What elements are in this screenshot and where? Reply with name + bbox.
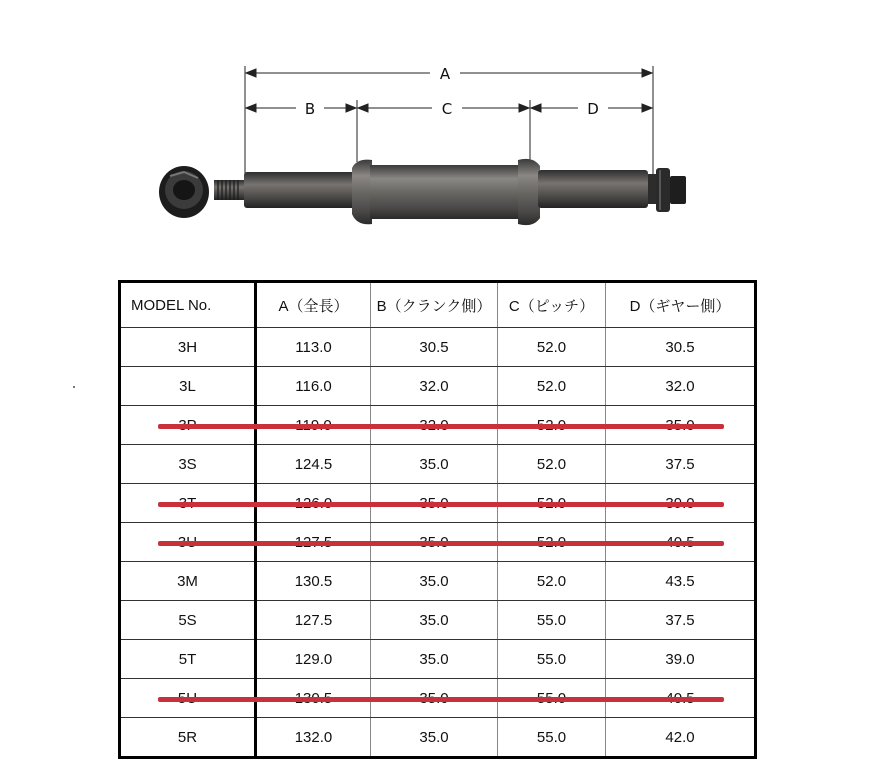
dimension-b-arrow [246, 104, 356, 112]
left-nut [159, 166, 209, 218]
header-model: MODEL No. [120, 282, 256, 328]
cell-model: 5T [120, 640, 256, 679]
table-row [120, 562, 756, 601]
cell-b: 35.0 [371, 562, 498, 601]
header-b-crank-side: B（クランク側） [371, 282, 498, 328]
cell-b: 35.0 [371, 718, 498, 758]
dimension-b-label: B [304, 100, 316, 118]
header-c-pitch: C（ピッチ） [498, 282, 606, 328]
cell-a: 129.0 [256, 640, 371, 679]
table-row [120, 328, 756, 367]
right-nut [656, 168, 686, 212]
cell-d: 37.5 [606, 601, 756, 640]
table-row [120, 367, 756, 406]
cell-model: 3S [120, 445, 256, 484]
table-row [120, 601, 756, 640]
cell-d: 30.5 [606, 328, 756, 367]
header-a-total-length: A（全長） [256, 282, 371, 328]
table-row [120, 445, 756, 484]
dimension-a-label: A [439, 65, 451, 83]
axle-spindle [244, 159, 658, 225]
cell-a: 132.0 [256, 718, 371, 758]
spec-table [118, 280, 757, 759]
table-row [120, 640, 756, 679]
table-header-row [120, 282, 756, 328]
cell-a: 116.0 [256, 367, 371, 406]
cell-model: 3L [120, 367, 256, 406]
dimension-extension-lines [245, 66, 653, 180]
cell-c: 52.0 [498, 328, 606, 367]
dimension-c-label: C [441, 100, 453, 118]
cell-c: 55.0 [498, 601, 606, 640]
stray-mark [73, 386, 75, 388]
strike-line [158, 502, 724, 507]
cell-c: 55.0 [498, 718, 606, 758]
cell-b: 35.0 [371, 445, 498, 484]
cell-c: 52.0 [498, 367, 606, 406]
left-thread [214, 180, 244, 200]
cell-c: 52.0 [498, 445, 606, 484]
cell-model: 3H [120, 328, 256, 367]
cell-a: 113.0 [256, 328, 371, 367]
cell-d: 39.0 [606, 640, 756, 679]
cell-a: 127.5 [256, 601, 371, 640]
cell-model: 5R [120, 718, 256, 758]
strike-line [158, 541, 724, 546]
cell-model: 5S [120, 601, 256, 640]
cell-a: 124.5 [256, 445, 371, 484]
cell-d: 37.5 [606, 445, 756, 484]
table-row [120, 718, 756, 758]
cell-model: 3M [120, 562, 256, 601]
cell-b: 30.5 [371, 328, 498, 367]
bottom-bracket-axle-diagram [0, 0, 893, 270]
dimension-d-label: D [587, 100, 599, 118]
cell-b: 32.0 [371, 367, 498, 406]
strike-line [158, 424, 724, 429]
cell-a: 130.5 [256, 562, 371, 601]
strike-line [158, 697, 724, 702]
cell-b: 35.0 [371, 640, 498, 679]
header-d-gear-side: D（ギヤー側） [606, 282, 756, 328]
cell-c: 55.0 [498, 640, 606, 679]
cell-b: 35.0 [371, 601, 498, 640]
cell-c: 52.0 [498, 562, 606, 601]
cell-d: 42.0 [606, 718, 756, 758]
cell-d: 32.0 [606, 367, 756, 406]
cell-d: 43.5 [606, 562, 756, 601]
